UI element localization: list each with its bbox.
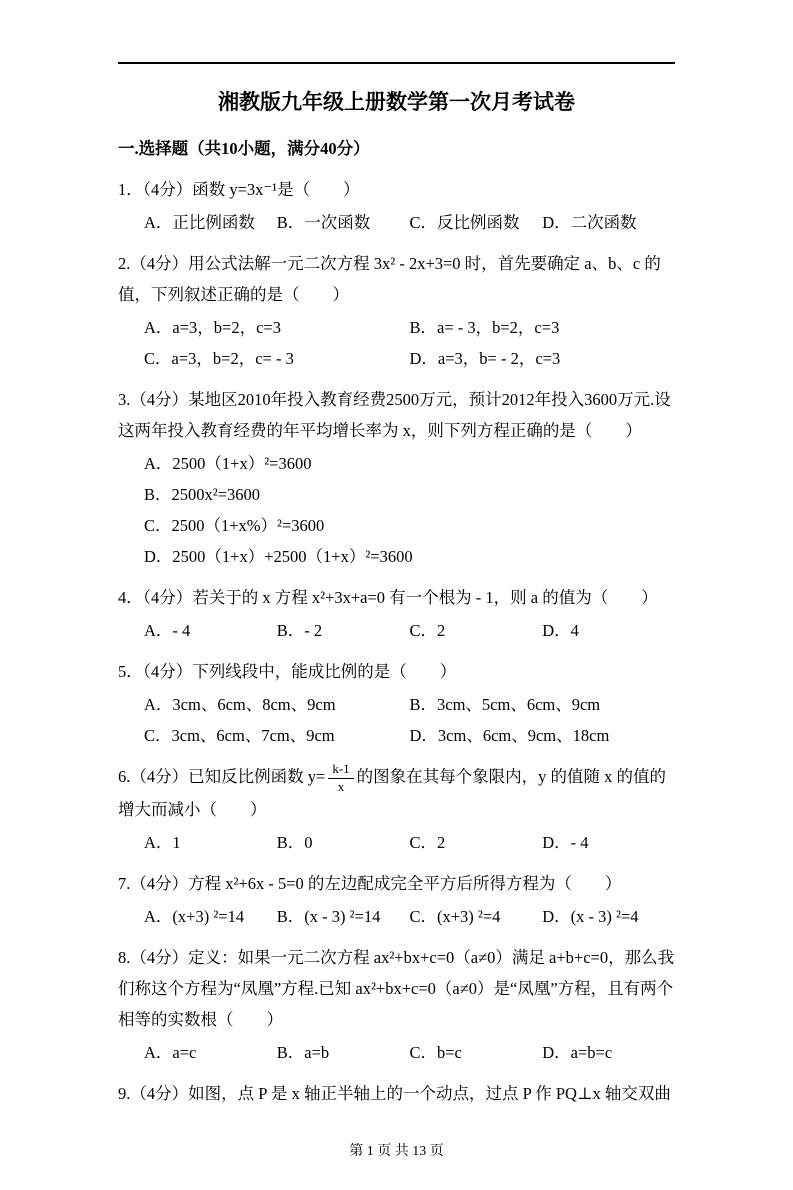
fraction <box>328 762 353 794</box>
option-b: B．2500x²=3600 <box>144 485 261 504</box>
option-c: C．a=3，b=2，c= - 3 <box>144 349 294 368</box>
question-5-options <box>118 689 675 751</box>
option-c: C．b=c <box>409 1043 462 1063</box>
question-2 <box>118 246 675 375</box>
question-4-stem: 4．（4分）若关于的 x 方程 x²+3x+a=0 有一个根为 - 1，则 a 的值为（ ） <box>118 588 658 607</box>
option-c: C．3cm、6cm、7cm、9cm <box>144 726 335 745</box>
option-d: D．3cm、6cm、9cm、18cm <box>409 726 610 745</box>
header-rule <box>118 62 675 64</box>
question-9 <box>118 1076 675 1111</box>
question-8 <box>118 940 675 1069</box>
question-1 <box>118 172 675 239</box>
option-a: A．(x+3) ²=14 <box>144 907 245 927</box>
option-b: B．- 2 <box>276 621 323 640</box>
question-1-stem: 1．（4分）函数 y=3x⁻¹是（ ） <box>118 180 360 199</box>
option-c: C．反比例函数 <box>409 213 520 232</box>
question-4 <box>118 580 675 647</box>
question-6-stem <box>118 761 675 825</box>
stem-text-after-fraction: 的图象在其每个象限内，y 的值随 x 的值的增大而减小（ ） <box>118 767 667 820</box>
option-b: B．0 <box>276 833 313 853</box>
option-c: C．(x+3) ²=4 <box>409 907 501 927</box>
option-d: D．4 <box>542 621 579 640</box>
question-7-stem: 7.（4分）方程 x²+6x - 5=0 的左边配成完全平方后所得方程为（ ） <box>118 874 622 894</box>
fraction-denominator: x <box>337 778 345 794</box>
stem-text-before-fraction: 6.（4分）已知反比例函数 y= <box>118 767 326 786</box>
question-5-stem: 5．（4分）下列线段中，能成比例的是（ ） <box>118 662 457 681</box>
option-a: A．3cm、6cm、8cm、9cm <box>144 695 336 714</box>
option-b: B．一次函数 <box>276 213 371 232</box>
question-1-options <box>118 207 675 238</box>
question-3-stem: 3.（4分）某地区2010年投入教育经费2500万元，预计2012年投入3600万元.设这两年投入教育经费的年平均增长率为 x，则下列方程正确的是（ ） <box>118 390 671 440</box>
option-b: B．(x - 3) ²=14 <box>276 907 381 927</box>
option-a: A．正比例函数 <box>144 213 255 232</box>
question-6-options <box>118 827 675 858</box>
option-a: A．a=c <box>144 1043 197 1063</box>
option-b: B．a=b <box>276 1043 330 1063</box>
question-7 <box>118 866 675 933</box>
question-5 <box>118 654 675 752</box>
option-d: D．(x - 3) ²=4 <box>542 907 639 927</box>
option-a: A．a=3，b=2，c=3 <box>144 318 281 337</box>
question-6 <box>118 759 675 859</box>
page-footer: 第 1 页 共 13 页 <box>349 1144 444 1160</box>
question-4-options <box>118 615 675 646</box>
section-header: 一.选择题（共10小题，满分40分） <box>118 139 370 158</box>
option-d: D．a=b=c <box>542 1043 613 1063</box>
question-7-options <box>118 901 675 932</box>
option-d: D．二次函数 <box>542 213 637 232</box>
option-d: D．2500（1+x）+2500（1+x）²=3600 <box>144 547 413 566</box>
fraction-numerator: k-1 <box>328 762 353 778</box>
option-a: A．- 4 <box>144 621 191 640</box>
option-b: B．3cm、5cm、6cm、9cm <box>409 695 601 714</box>
question-8-stem: 8.（4分）定义：如果一元二次方程 ax²+bx+c=0（a≠0）满足 a+b+c=0，那么我们称这个方程为“凤凰”方程.已知 ax²+bx+c=0（a≠0）是“凤凰”方程，且有两个相等的实数根（ ） <box>118 948 675 1030</box>
question-3-options <box>118 448 675 572</box>
page-title: 湘教版九年级上册数学第一次月考试卷 <box>218 90 575 114</box>
question-3 <box>118 382 675 573</box>
option-d: D．- 4 <box>542 833 589 853</box>
question-2-options <box>118 312 675 374</box>
question-9-stem: 9.（4分）如图，点 P 是 x 轴正半轴上的一个动点，过点 P 作 PQ⊥x 轴交双曲 <box>118 1084 671 1104</box>
option-c: C．2 <box>409 621 446 640</box>
option-d: D．a=3，b= - 2，c=3 <box>409 349 561 368</box>
option-b: B．a= - 3，b=2，c=3 <box>409 318 560 337</box>
option-c: C．2 <box>409 833 446 853</box>
option-a: A．2500（1+x）²=3600 <box>144 454 312 473</box>
question-8-options <box>118 1037 675 1068</box>
option-c: C．2500（1+x%）²=3600 <box>144 516 325 535</box>
option-a: A．1 <box>144 833 181 853</box>
question-2-stem: 2.（4分）用公式法解一元二次方程 3x² - 2x+3=0 时，首先要确定 a、b、c 的值，下列叙述正确的是（ ） <box>118 254 661 304</box>
